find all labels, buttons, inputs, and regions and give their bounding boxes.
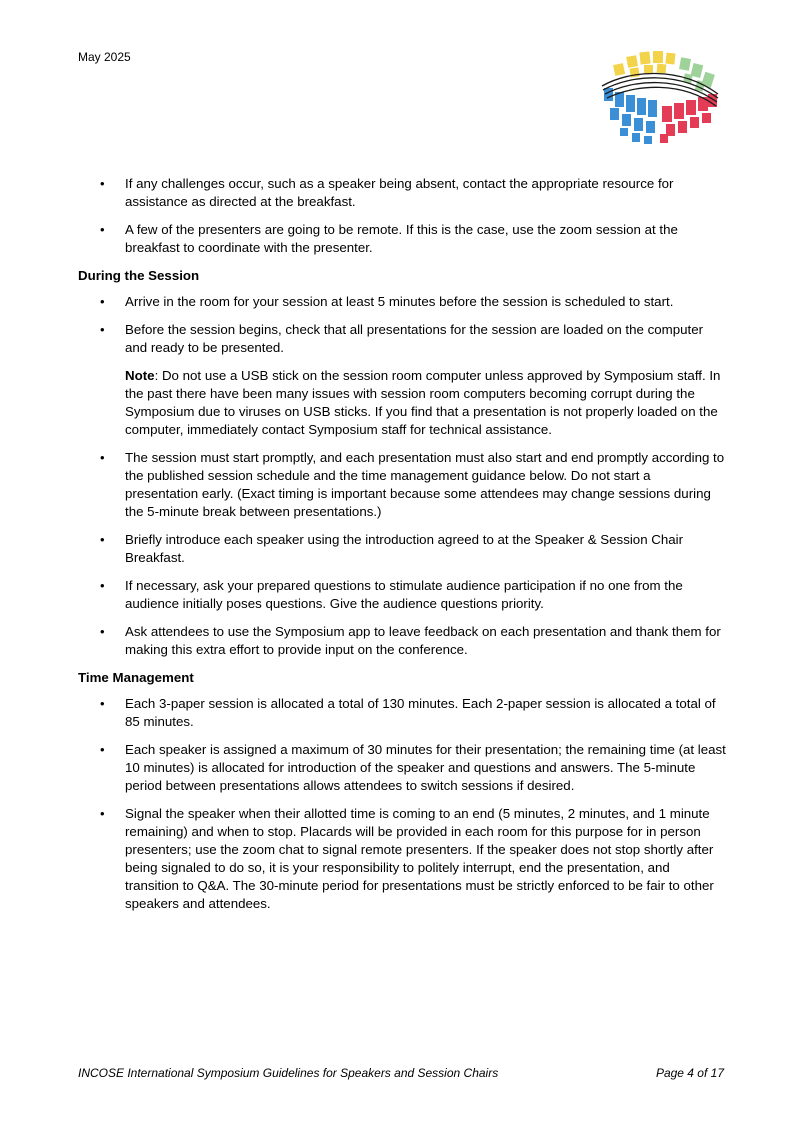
section-heading-time-management: Time Management — [78, 670, 194, 685]
incose-symposium-logo — [600, 48, 724, 150]
list-item: • Arrive in the room for your session at least 5 minutes before the session is scheduled to start. — [100, 294, 674, 309]
bullet-icon: • — [100, 742, 105, 757]
bullet-icon: • — [100, 294, 105, 309]
list-item: • Ask attendees to use the Symposium app to leave feedback on each presentation and thank them for making this extra effort to provide input on the conference. — [100, 624, 721, 657]
list-item: • A few of the presenters are going to be remote. If this is the case, use the zoom session at the breakfast to coordinate with the presenter. — [100, 222, 678, 255]
section-heading-during: During the Session — [78, 268, 200, 283]
during-list — [78, 293, 726, 659]
bullet-icon: • — [100, 532, 105, 547]
page-number: Page 4 of 17 — [655, 1066, 724, 1080]
footer-title: INCOSE International Symposium Guidelines for Speakers and Session Chairs — [78, 1066, 499, 1080]
page-footer — [78, 1066, 724, 1080]
list-item: • If necessary, ask your prepared questions to stimulate audience participation if no one from the audience initially poses questions. Give the audience questions priority. — [100, 578, 683, 611]
document-body — [78, 175, 726, 923]
bullet-icon: • — [100, 624, 105, 639]
bullet-icon: • — [100, 322, 105, 337]
bullet-icon: • — [100, 578, 105, 593]
bullet-icon: • — [100, 176, 105, 191]
usb-note — [125, 367, 726, 439]
intro-list — [78, 175, 726, 257]
list-item: • Each speaker is assigned a maximum of 30 minutes for their presentation; the remaining time (at least 10 minutes) is allocated for introduction of the speaker and questions and answers. The 5-minute period between presentations allows attendees to switch sessions if desired. — [100, 742, 726, 793]
bullet-icon: • — [100, 450, 105, 465]
bullet-icon: • — [100, 696, 105, 711]
list-item: • Each 3-paper session is allocated a total of 130 minutes. Each 2-paper session is allocated a total of 85 minutes. — [100, 696, 716, 729]
note-label: Note — [125, 368, 155, 383]
time-management-list — [78, 695, 726, 913]
header-date: May 2025 — [78, 50, 131, 64]
list-item: • Signal the speaker when their allotted time is coming to an end (5 minutes, 2 minutes, and 1 minute remaining) and when to stop. Placards will be provided in each room for this purpose for in person presenters; use the zoom chat to signal remote presenters. If the speaker does not stop shortly after being signaled to do so, it is your responsibility to politely interrupt, end the presentation, and transition to Q&A. The 30-minute period for presentations must be strictly enforced to be fair to other speakers and attendees. — [100, 806, 714, 911]
list-item: • Before the session begins, check that all presentations for the session are loaded on the computer and ready to be presented. Note: Do not use a USB stick on the session room computer unless approved by Symposium staff. In the past there have been many issues with session room computers becoming corrupt during the Symposium due to viruses on USB sticks. If you find that a presentation is not properly loaded on the computer, immediately contact Symposium staff for technical assistance. — [78, 321, 726, 439]
list-item: • Briefly introduce each speaker using the introduction agreed to at the Speaker & Session Chair Breakfast. — [100, 532, 684, 565]
bullet-icon: • — [100, 222, 105, 237]
list-item: • If any challenges occur, such as a speaker being absent, contact the appropriate resource for assistance as directed at the breakfast. — [100, 176, 674, 209]
list-item: • The session must start promptly, and each presentation must also start and end promptly according to the published session schedule and the time management guidance below. Do not start a presentation early. (Exact timing is important because some attendees may change sessions during the 5-minute break between presentations.) — [100, 450, 725, 519]
note-text: : Do not use a USB stick on the session room computer unless approved by Symposium staff. In the past there have been many issues with session room computers becoming corrupt during the Symposium due to viruses on USB sticks. If you find that a presentation is not properly loaded on the computer, immediately contact Symposium staff for technical assistance. — [125, 368, 721, 437]
bullet-icon: • — [100, 806, 105, 821]
